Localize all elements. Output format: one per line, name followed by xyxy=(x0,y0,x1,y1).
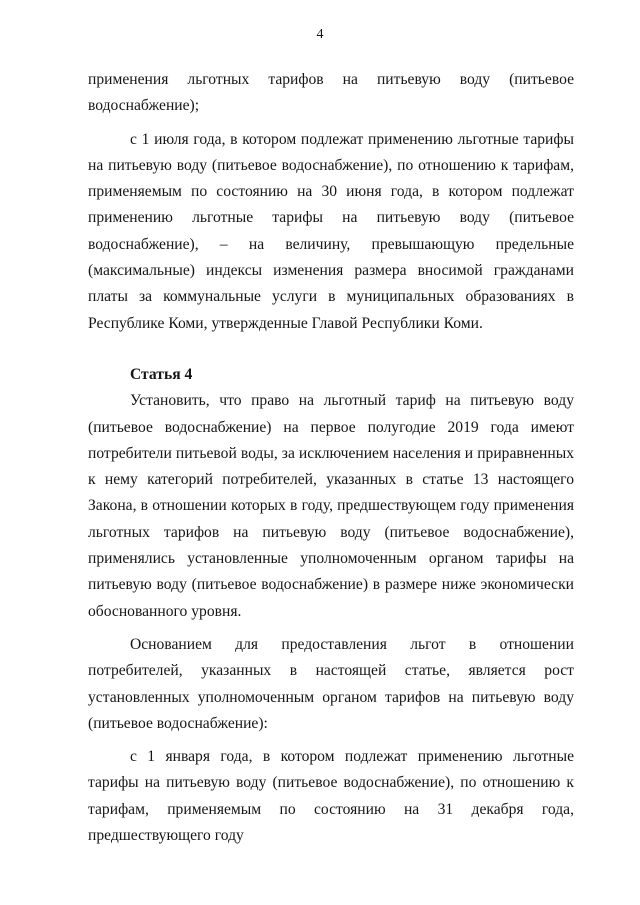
paragraph-article-4-main: Установить, что право на льготный тариф на питьевую воду (питьевое водоснабжение) на первое полугодие 2019 года имеют потребители питьевой воды, за исключением населения и приравненных к нему категорий потребителей, указанных в статье 13 настоящего Закона, в отношении которых в году, предшествующем году применения льготных тарифов на питьевую воду (питьевое водоснабжение), применялись установленные уполномоченным органом тарифы на питьевую воду (питьевое водоснабжение) в размере ниже экономически обоснованного уровня. xyxy=(88,392,574,620)
paragraph-july-clause: с 1 июля года, в котором подлежат применению льготные тарифы на питьевую воду (питьевое водоснабжение), по отношению к тарифам, применяемым по состоянию на 30 июня года, в котором подлежат применению льготные тарифы на питьевую воду (питьевое водоснабжение), – на величину, превышающую предельные (максимальные) индексы изменения размера вносимой гражданами платы за коммунальные услуги в муниципальных образованиях в Республике Коми, утвержденные Главой Республики Коми. xyxy=(88,130,574,332)
paragraph-grounds: Основанием для предоставления льгот в отношении потребителей, указанных в настоящей статье, является рост установленных уполномоченным органом тарифов на питьевую воду (питьевое водоснабжение): xyxy=(88,635,574,732)
page-number: 4 xyxy=(316,27,324,42)
paragraph-january-clause: с 1 января года, в котором подлежат применению льготные тарифы на питьевую воду (питьевое водоснабжение), по отношению к тарифам, применяемым по состоянию на 31 декабря года, предшествующего году xyxy=(88,748,574,845)
document-body xyxy=(88,67,574,849)
paragraph-continuation: применения льготных тарифов на питьевую воду (питьевое водоснабжение); xyxy=(88,71,574,115)
article-heading: Статья 4 xyxy=(130,365,193,383)
